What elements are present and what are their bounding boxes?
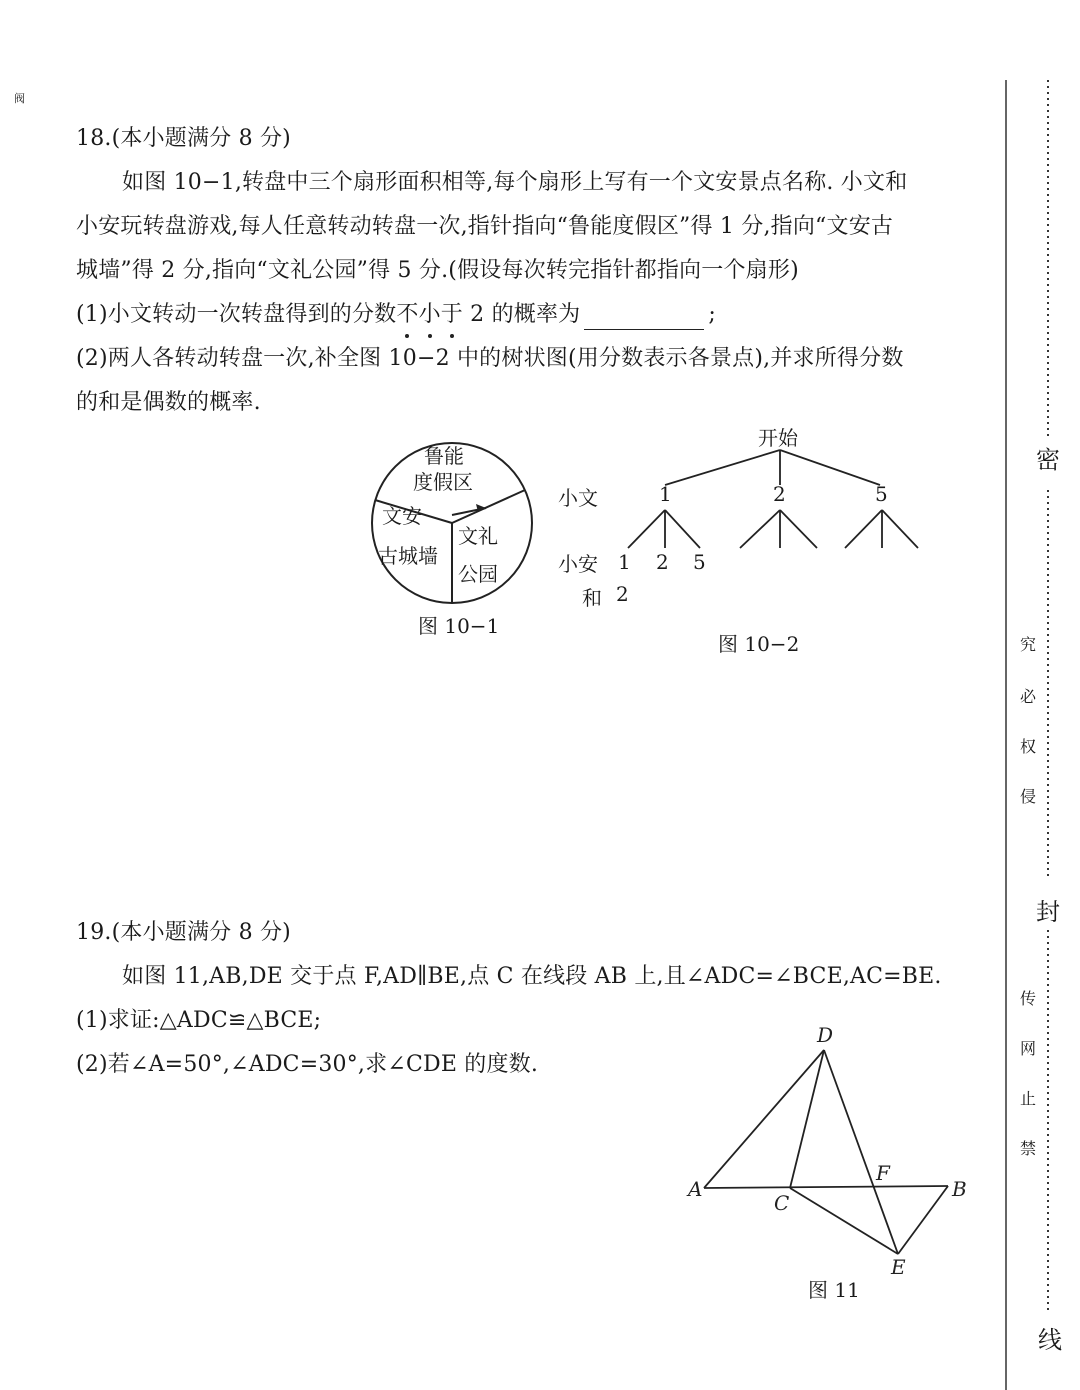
tree-branch [740, 510, 780, 548]
figure-10-2-caption: 图 10−2 [718, 632, 800, 656]
notice-char: 权 [1020, 737, 1037, 756]
segment-DE [824, 1050, 898, 1254]
tree-row-xiaowen-label: 小文 [558, 486, 598, 510]
tree-node-level2: 2 [656, 550, 669, 574]
seal-char-mi: 密 [1036, 446, 1060, 474]
tree-branch [780, 450, 880, 485]
sector-luneng-line2: 度假区 [413, 470, 473, 494]
q18-part1 [76, 300, 716, 330]
notice-char: 止 [1020, 1089, 1037, 1108]
q18-stem-line1: 如图 10−1,转盘中三个扇形面积相等,每个扇形上写有一个文安景点名称. 小文和 [122, 170, 908, 195]
segment-AB [704, 1186, 948, 1188]
point-label-D: D [817, 1023, 834, 1047]
answer-blank[interactable] [584, 307, 704, 330]
q18-header: 18.(本小题满分 8 分) [76, 126, 291, 151]
point-label-E: E [891, 1255, 906, 1279]
tree-branch [665, 510, 700, 548]
figure-10-1-caption: 图 10−1 [418, 614, 500, 638]
figure-11-caption: 图 11 [808, 1278, 860, 1302]
sector-luneng-line1: 鲁能 [424, 444, 464, 468]
tree-root-label: 开始 [758, 426, 798, 450]
emphasis-char: 小 [419, 300, 441, 330]
tree-sum-value: 2 [616, 582, 629, 606]
tree-node-level1: 2 [773, 482, 786, 506]
geometry-figure [680, 1020, 980, 1280]
point-label-A: A [688, 1177, 703, 1201]
emphasis-char: 不 [396, 300, 418, 330]
point-label-C: C [774, 1191, 790, 1215]
notice-char: 禁 [1020, 1139, 1037, 1158]
tree-node-level1: 5 [875, 482, 888, 506]
point-label-F: F [876, 1161, 890, 1185]
tree-branch [882, 510, 918, 548]
seal-char-xian: 线 [1038, 1326, 1062, 1354]
q19-stem: 如图 11,AB,DE 交于点 F,AD∥BE,点 C 在线段 AB 上,且∠ADC=∠BCE,AC=BE. [122, 964, 942, 989]
emphasis-char: 于 [441, 300, 463, 330]
q19-part2: (2)若∠A=50°,∠ADC=30°,求∠CDE 的度数. [76, 1052, 539, 1077]
q18-stem-line3: 城墙”得 2 分,指向“文礼公园”得 5 分.(假设每次转完指针都指向一个扇形) [76, 258, 799, 283]
q18-part2-line1: (2)两人各转动转盘一次,补全图 10−2 中的树状图(用分数表示各景点),并求所得分数 [76, 346, 904, 371]
tree-node-level2: 1 [618, 550, 631, 574]
point-label-B: B [952, 1177, 967, 1201]
tree-branch [665, 450, 780, 485]
notice-char: 传 [1020, 989, 1037, 1008]
seal-char-feng: 封 [1036, 898, 1060, 926]
notice-char: 必 [1020, 687, 1037, 706]
tree-node-level2: 5 [693, 550, 706, 574]
sector-wenan-line1: 文安 [382, 504, 422, 528]
sector-wenli-line1: 文礼 [458, 524, 498, 548]
tree-row-sum-label: 和 [582, 586, 602, 610]
corner-mark: 阀 [14, 92, 25, 105]
notice-char: 究 [1020, 635, 1037, 654]
segment-AD [704, 1050, 824, 1188]
tree-node-level1: 1 [659, 482, 672, 506]
sector-wenli-line2: 公园 [458, 562, 498, 586]
q19-part1: (1)求证:△ADC≌△BCE; [76, 1008, 322, 1033]
notice-char: 网 [1020, 1039, 1037, 1058]
q19-header: 19.(本小题满分 8 分) [76, 920, 291, 945]
segment-CE [790, 1188, 898, 1254]
q18-part1-end: ; [708, 302, 716, 327]
tree-row-xiaoan-label: 小安 [558, 552, 598, 576]
notice-char: 侵 [1020, 787, 1037, 806]
q18-stem-line2: 小安玩转盘游戏,每人任意转动转盘一次,指针指向“鲁能度假区”得 1 分,指向“文安古 [76, 214, 894, 239]
q18-part1-suffix: 2 的概率为 [462, 302, 581, 327]
q18-part1-prefix: (1)小文转动一次转盘得到的分数 [76, 302, 397, 327]
tree-branch [845, 510, 882, 548]
sector-wenan-line2: 古城墙 [378, 544, 438, 568]
segment-BE [898, 1186, 948, 1254]
tree-branch [628, 510, 665, 548]
q18-part2-line2: 的和是偶数的概率. [76, 390, 261, 415]
tree-branch [780, 510, 817, 548]
